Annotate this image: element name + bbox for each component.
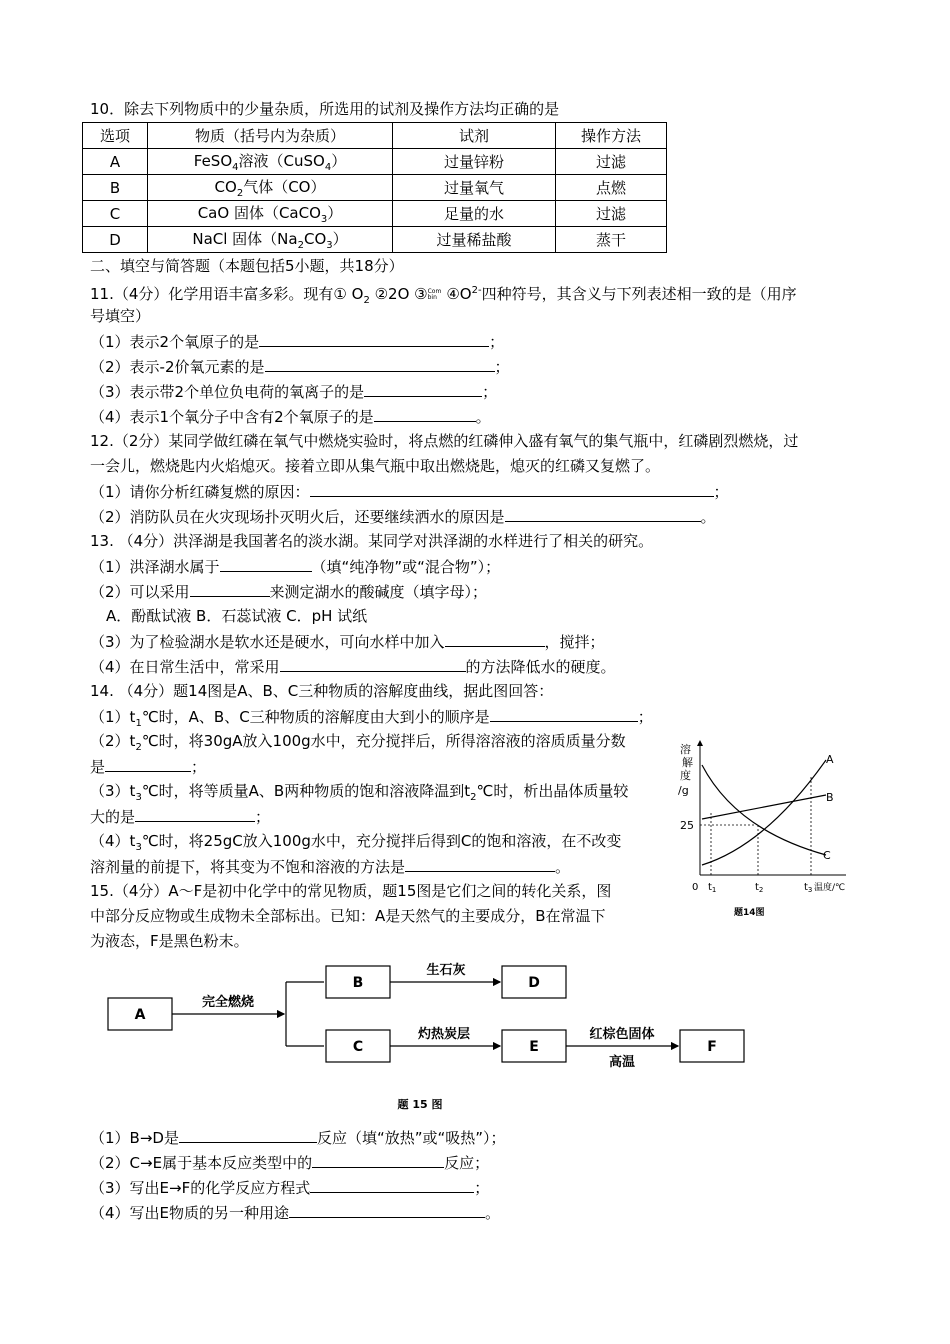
q13-line1: 13. （4分）洪泽湖是我国著名的淡水湖。某同学对洪泽湖的水样进行了相关的研究。 [90, 532, 654, 550]
label-quicklime: 生石灰 [426, 963, 466, 978]
solubility-chart [676, 735, 856, 925]
q15-line1: 15.（4分）A～F是初中化学中的常见物质，题15图是它们之间的转化关系，图 [90, 882, 612, 900]
chart-caption: 题14图 [734, 908, 765, 918]
q15-sub2: （2）C→E属于基本反应类型中的 反应； [90, 1154, 490, 1172]
answer-blank[interactable] [374, 406, 476, 422]
q11-line2: 号填空） [90, 307, 151, 325]
answer-blank[interactable] [310, 1177, 474, 1193]
answer-blank[interactable] [490, 706, 638, 722]
q10-option: C [83, 201, 148, 227]
table-row [83, 149, 667, 175]
q15-sub1: （1）B→D是 反应（填“放热”或“吸热”）； [90, 1129, 506, 1147]
q12-sub2: （2）消防队员在火灾现场扑灭明火后，还要继续洒水的原因是 。 [90, 508, 716, 526]
q10-option: A [83, 149, 148, 175]
q11-sub3: （3）表示带2个单位负电荷的氧离子的是 ； [90, 383, 498, 401]
answer-blank[interactable] [280, 656, 466, 672]
q11-sub4: （4）表示1个氧分子中含有2个氧原子的是 。 [90, 408, 491, 426]
series-label-A: A [826, 753, 834, 766]
q15-line3: 为液态，F是黑色粉末。 [90, 932, 249, 950]
q12-sub1: （1）请你分析红磷复燃的原因： ； [90, 483, 729, 501]
q14-sub1: $(1)t_1℃$时，A、B、C三种物质的溶解度由大到小的顺序是 ； [90, 708, 653, 729]
x-tick-t2: $t_2$ [755, 882, 764, 894]
q10-header-row [83, 123, 667, 149]
answer-blank[interactable] [364, 381, 482, 397]
q15-line2: 中部分反应物或生成物未全部标出。已知：A是天然气的主要成分，B在常温下 [90, 907, 606, 925]
curve-C [702, 765, 826, 855]
section-title: 二、填空与简答题（本题包括5小题，共18分） [90, 257, 404, 275]
curve-B [702, 795, 826, 819]
q10-stem: 10．除去下列物质中的少量杂质，所选用的试剂及操作方法均正确的是 [90, 100, 560, 118]
y-label-2: 解 [682, 756, 693, 769]
q13-options: A．酚酞试液 B．石蕊试液 C．pH 试纸 [106, 607, 368, 625]
q11-sub2: （2）表示-2价氧元素的是 ； [90, 358, 510, 376]
q14-sub3-cont: 大的是 ； [90, 808, 271, 826]
q14-sub2: $(2)t_2℃$时，将30gA放入100g水中，充分搅拌后，所得溶溶液的溶质质量分数 [90, 732, 626, 753]
table-row [83, 201, 667, 227]
answer-blank[interactable] [220, 556, 312, 572]
q10-reagent: 过量氧气 [393, 175, 556, 201]
q10-reagent: 过量锌粉 [393, 149, 556, 175]
q14-sub4-cont: 溶剂量的前提下，将其变为不饱和溶液的方法是 。 [90, 858, 571, 876]
q10-method: 过滤 [556, 149, 667, 175]
q10-option: D [83, 227, 148, 253]
q13-sub2: （2）可以采用 来测定湖水的酸碱度（填字母）； [90, 583, 488, 601]
table-row [83, 227, 667, 253]
y-label-1: 溶 [680, 743, 691, 756]
diagram-caption: 题 15 图 [397, 1098, 443, 1111]
q12-line2: 一会儿，燃烧匙内火焰熄灭。接着立即从集气瓶中取出燃烧匙，熄灭的红磷又复燃了。 [90, 457, 661, 475]
conversion-diagram [100, 958, 760, 1118]
q10-material: CaO 固体（CaCO$_3$） [148, 201, 393, 227]
answer-blank[interactable] [289, 1202, 485, 1218]
q10-method: 点燃 [556, 175, 667, 201]
q11-line1: 11.（4分）化学用语丰富多彩。现有① $O_2$ ②2O ③Com bin $④O^{2-}$四种符号，其含义与下列表述相一致的是（用序 [90, 285, 797, 306]
q10-option: B [83, 175, 148, 201]
q11-sub1: （1）表示2个氧原子的是 ； [90, 333, 505, 351]
q10-method: 过滤 [556, 201, 667, 227]
q10-material: NaCl 固体$(Na_2CO_3)$ [148, 227, 393, 253]
q10-header-method: 操作方法 [556, 123, 667, 149]
q10-table [82, 122, 667, 253]
answer-blank[interactable] [259, 331, 489, 347]
q10-method: 蒸干 [556, 227, 667, 253]
y-label-3: 度 [680, 769, 691, 782]
answer-blank[interactable] [405, 856, 555, 872]
q13-sub3: （3）为了检验湖水是软水还是硬水，可向水样中加入 ，搅拌； [90, 633, 605, 651]
answer-blank[interactable] [135, 806, 255, 822]
q12-line1: 12.（2分）某同学做红磷在氧气中燃烧实验时，将点燃的红磷伸入盛有氧气的集气瓶中，红磷剧烈燃烧，过 [90, 432, 799, 450]
label-complete-combustion: 完全燃烧 [201, 995, 255, 1010]
x-origin: 0 [692, 882, 699, 893]
q14-sub4: $(4)t_3℃$时，将25gC放入100g水中，充分搅拌后得到C的饱和溶液，在不改变 [90, 832, 622, 853]
q10-reagent: 足量的水 [393, 201, 556, 227]
node-E-label: E [529, 1039, 539, 1055]
q10-material: $CO_2$气体（CO） [148, 175, 393, 201]
answer-blank[interactable] [105, 756, 191, 772]
node-D-label: D [528, 975, 540, 991]
y-label-4: /g [678, 784, 689, 797]
node-F-label: F [707, 1039, 717, 1055]
q15-sub4: （4）写出E物质的另一种用途 。 [90, 1204, 501, 1222]
q13-sub4: （4）在日常生活中，常采用 的方法降低水的硬度。 [90, 658, 616, 676]
q10-header-material: 物质（括号内为杂质） [148, 123, 393, 149]
q14-line1: 14. （4分）题14图是A、B、C三种物质的溶解度曲线，据此图回答： [90, 682, 554, 700]
label-hot-carbon: 灼热炭层 [417, 1027, 471, 1042]
y-tick-25: 25 [680, 819, 694, 832]
answer-blank[interactable] [505, 506, 701, 522]
table-row [83, 175, 667, 201]
series-label-C: C [823, 849, 831, 862]
q10-header-reagent: 试剂 [393, 123, 556, 149]
q14-sub3: $(3)t_3℃$时，将等质量A、B两种物质的饱和溶液降温到$t_2℃$时，析出晶体质量较 [90, 782, 629, 803]
answer-blank[interactable] [190, 581, 270, 597]
answer-blank[interactable] [265, 356, 495, 372]
series-label-B: B [826, 791, 834, 804]
q13-sub1: （1）洪泽湖水属于 （填“纯净物”或“混合物”）； [90, 558, 501, 576]
node-A-label: A [134, 1007, 146, 1023]
answer-blank[interactable] [310, 481, 714, 497]
label-high-temp: 高温 [608, 1055, 636, 1070]
answer-blank[interactable] [312, 1152, 444, 1168]
answer-blank[interactable] [179, 1127, 317, 1143]
q10-material: FeSO$_4$溶液（CuSO$_4$） [148, 149, 393, 175]
q10-header-option: 选项 [83, 123, 148, 149]
x-tick-t1: $t_1$ [708, 882, 717, 894]
q14-sub2-cont: 是 ； [90, 758, 207, 776]
x-tick-t3: $t_3$ [804, 882, 813, 894]
x-axis-label: 温度/℃ [814, 883, 846, 893]
q15-sub3: （3）写出E→F的化学反应方程式 ； [90, 1179, 490, 1197]
q10-reagent: 过量稀盐酸 [393, 227, 556, 253]
node-B-label: B [352, 975, 364, 991]
node-C-label: C [352, 1039, 364, 1055]
label-red-brown-solid: 红棕色固体 [589, 1027, 655, 1042]
answer-blank[interactable] [445, 631, 545, 647]
